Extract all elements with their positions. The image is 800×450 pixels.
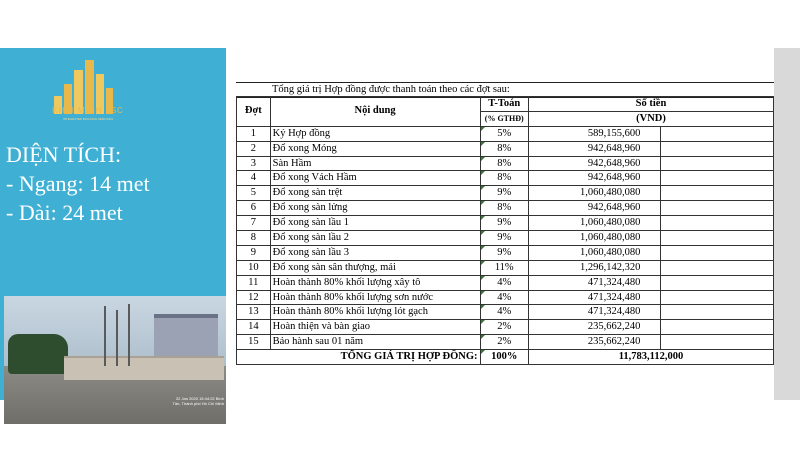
row-percent-value: 4%	[497, 291, 512, 303]
row-content: Đổ xong sàn lầu 3	[270, 245, 480, 260]
row-content: Đổ xong sàn lầu 1	[270, 216, 480, 231]
row-empty-cell	[661, 201, 774, 216]
row-percent-value: 2%	[497, 336, 512, 348]
row-index: 12	[237, 290, 271, 305]
total-amount: 11,783,112,000	[528, 350, 773, 365]
cell-flag-icon	[481, 291, 485, 295]
row-amount-value: 235,662,240	[587, 336, 641, 348]
row-amount	[528, 275, 660, 290]
total-percent	[480, 350, 528, 365]
row-amount	[528, 245, 660, 260]
row-percent-value: 9%	[497, 246, 512, 258]
row-percent	[480, 171, 528, 186]
row-percent-value: 9%	[497, 187, 512, 199]
header-percent: T-Toán	[480, 97, 528, 112]
row-amount	[528, 126, 660, 141]
total-percent-value: 100%	[491, 351, 518, 363]
row-amount	[528, 156, 660, 171]
row-empty-cell	[661, 320, 774, 335]
row-percent	[480, 201, 528, 216]
row-amount	[528, 290, 660, 305]
row-amount	[528, 171, 660, 186]
cell-flag-icon	[481, 142, 485, 146]
logo-name: KHAI MINH JSC	[52, 106, 124, 115]
payment-table	[236, 96, 774, 365]
row-content: Sàn Hầm	[270, 156, 480, 171]
row-amount-value: 1,060,480,080	[579, 217, 641, 229]
row-empty-cell	[661, 216, 774, 231]
row-content: Đổ xong Móng	[270, 141, 480, 156]
cell-flag-icon	[481, 157, 485, 161]
row-index: 2	[237, 141, 271, 156]
row-percent-value: 8%	[497, 172, 512, 184]
row-index: 15	[237, 335, 271, 350]
row-percent-value: 2%	[497, 321, 512, 333]
cell-flag-icon	[481, 320, 485, 324]
row-empty-cell	[661, 231, 774, 246]
row-percent	[480, 245, 528, 260]
row-empty-cell	[661, 275, 774, 290]
row-amount-value: 942,648,960	[587, 142, 641, 154]
row-empty-cell	[661, 260, 774, 275]
cell-flag-icon	[481, 216, 485, 220]
photo-timestamp: 22 Jan 2020 15:44:22 Bình Tân, Thành phố Hồ Chí Minh	[172, 396, 224, 406]
cell-flag-icon	[481, 246, 485, 250]
row-content: Đổ xong sàn sân thượng, mái	[270, 260, 480, 275]
table-row	[237, 126, 774, 141]
row-percent	[480, 290, 528, 305]
row-amount-value: 942,648,960	[587, 172, 641, 184]
table-row	[237, 201, 774, 216]
row-empty-cell	[661, 171, 774, 186]
row-index: 11	[237, 275, 271, 290]
row-amount-value: 471,324,480	[587, 291, 641, 303]
row-percent-value: 8%	[497, 202, 512, 214]
row-amount	[528, 320, 660, 335]
row-amount-value: 1,060,480,080	[579, 246, 641, 258]
table-row	[237, 320, 774, 335]
site-photo	[4, 296, 226, 424]
row-index: 8	[237, 231, 271, 246]
row-percent	[480, 156, 528, 171]
row-index: 5	[237, 186, 271, 201]
row-percent-value: 9%	[497, 217, 512, 229]
cell-flag-icon	[481, 201, 485, 205]
table-row	[237, 335, 774, 350]
row-empty-cell	[661, 126, 774, 141]
area-info	[6, 140, 150, 227]
table-row	[237, 216, 774, 231]
row-percent	[480, 275, 528, 290]
row-content: Đổ xong sàn lửng	[270, 201, 480, 216]
row-percent	[480, 231, 528, 246]
table-row	[237, 171, 774, 186]
row-percent-value: 8%	[497, 142, 512, 154]
table-row	[237, 186, 774, 201]
row-amount-value: 1,060,480,080	[579, 187, 641, 199]
row-percent	[480, 305, 528, 320]
row-empty-cell	[661, 335, 774, 350]
table-row	[237, 260, 774, 275]
header-index: Đợt	[237, 97, 271, 127]
row-percent-value: 5%	[497, 127, 512, 139]
cell-flag-icon	[481, 305, 485, 309]
row-empty-cell	[661, 141, 774, 156]
row-empty-cell	[661, 245, 774, 260]
header-amount: Số tiền	[528, 97, 773, 112]
right-side-bar	[774, 48, 800, 400]
cell-flag-icon	[481, 350, 485, 354]
row-amount	[528, 216, 660, 231]
row-percent-value: 4%	[497, 276, 512, 288]
cell-flag-icon	[481, 335, 485, 339]
row-index: 3	[237, 156, 271, 171]
table-row	[237, 305, 774, 320]
row-index: 13	[237, 305, 271, 320]
total-row	[237, 350, 774, 365]
row-content: Đổ xong sàn lầu 2	[270, 231, 480, 246]
header-percent-sub: (% GTHĐ)	[480, 111, 528, 126]
table-row	[237, 156, 774, 171]
cell-flag-icon	[481, 186, 485, 190]
row-percent	[480, 141, 528, 156]
table-row	[237, 290, 774, 305]
row-content: Đổ xong Vách Hầm	[270, 171, 480, 186]
length-line: - Dài: 24 met	[6, 200, 123, 225]
photo-wall	[64, 356, 224, 380]
row-index: 4	[237, 171, 271, 186]
row-amount-value: 235,662,240	[587, 321, 641, 333]
table-row	[237, 245, 774, 260]
row-amount-value: 1,060,480,080	[579, 231, 641, 243]
row-content: Hoàn thành 80% khối lượng sơn nước	[270, 290, 480, 305]
row-percent	[480, 260, 528, 275]
row-index: 9	[237, 245, 271, 260]
cell-flag-icon	[481, 171, 485, 175]
row-index: 1	[237, 126, 271, 141]
row-amount	[528, 141, 660, 156]
row-amount	[528, 186, 660, 201]
row-index: 10	[237, 260, 271, 275]
flag-pole	[104, 306, 106, 366]
row-percent	[480, 335, 528, 350]
cell-flag-icon	[481, 276, 485, 280]
cell-flag-icon	[481, 127, 485, 131]
row-amount	[528, 305, 660, 320]
row-amount	[528, 231, 660, 246]
row-amount	[528, 335, 660, 350]
row-empty-cell	[661, 290, 774, 305]
row-amount	[528, 260, 660, 275]
photo-trees	[8, 334, 68, 374]
row-index: 6	[237, 201, 271, 216]
row-amount-value: 471,324,480	[587, 276, 641, 288]
table-row	[237, 231, 774, 246]
row-amount-value: 589,155,600	[587, 127, 641, 139]
table-row	[237, 275, 774, 290]
table-row	[237, 141, 774, 156]
row-amount-value: 942,648,960	[587, 202, 641, 214]
row-percent-value: 8%	[497, 157, 512, 169]
row-index: 7	[237, 216, 271, 231]
row-amount	[528, 201, 660, 216]
row-amount-value: 471,324,480	[587, 306, 641, 318]
payment-schedule	[236, 82, 774, 370]
row-content: Hoàn thiện và bàn giao	[270, 320, 480, 335]
row-content: Hoàn thành 80% khối lượng xây tô	[270, 275, 480, 290]
row-content: Ký Hợp đồng	[270, 126, 480, 141]
row-percent	[480, 126, 528, 141]
row-content: Bảo hành sau 01 năm	[270, 335, 480, 350]
table-caption: Tổng giá trị Hợp đồng được thanh toán theo các đợt sau:	[272, 84, 510, 95]
row-percent-value: 9%	[497, 231, 512, 243]
total-label: TỔNG GIÁ TRỊ HỢP ĐỒNG:	[237, 350, 481, 365]
row-percent-value: 11%	[494, 261, 514, 273]
row-percent	[480, 216, 528, 231]
width-line: - Ngang: 14 met	[6, 171, 150, 196]
row-percent-value: 4%	[497, 306, 512, 318]
row-percent	[480, 186, 528, 201]
area-title: DIỆN TÍCH:	[6, 142, 122, 167]
row-index: 14	[237, 320, 271, 335]
cell-flag-icon	[481, 231, 485, 235]
header-content: Nội dung	[270, 97, 480, 127]
row-amount-value: 1,296,142,320	[579, 261, 641, 273]
row-content: Đổ xong sàn trệt	[270, 186, 480, 201]
logo-tagline: INTEGRATED BUILDING SERVICES	[62, 117, 114, 121]
row-percent	[480, 320, 528, 335]
flag-pole	[128, 304, 130, 366]
flag-pole	[116, 310, 118, 366]
row-content: Hoàn thành 80% khối lượng lót gạch	[270, 305, 480, 320]
row-empty-cell	[661, 156, 774, 171]
cell-flag-icon	[481, 261, 485, 265]
row-empty-cell	[661, 305, 774, 320]
row-amount-value: 942,648,960	[587, 157, 641, 169]
header-amount-sub: (VND)	[528, 111, 773, 126]
row-empty-cell	[661, 186, 774, 201]
left-panel	[0, 48, 226, 406]
